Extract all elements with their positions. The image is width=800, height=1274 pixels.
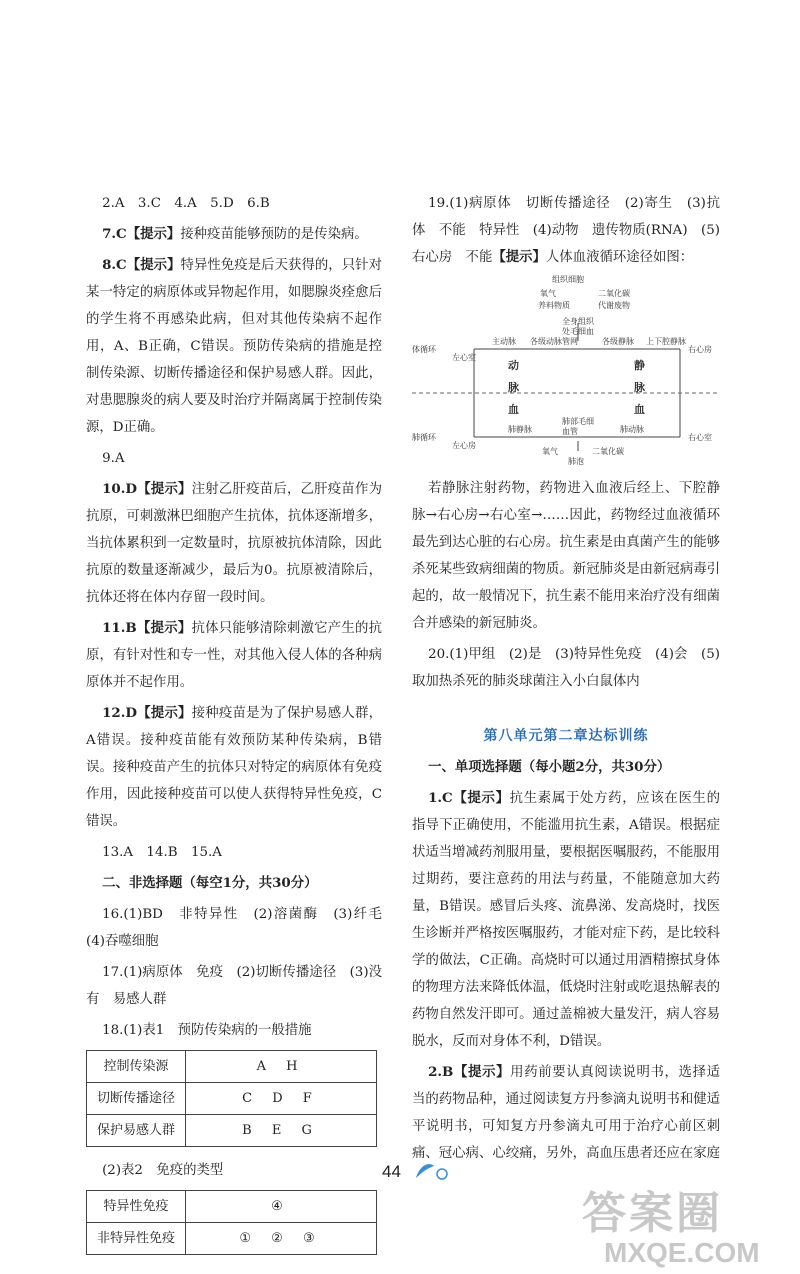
answer-number: 2.B <box>428 1064 454 1080</box>
answer-2 <box>412 1059 720 1167</box>
hint-label: 【提示】 <box>492 249 546 265</box>
diagram-label-systemic: 体循环 <box>412 345 436 354</box>
hint-label: 【提示】 <box>137 481 192 497</box>
answer-text: 19.(1)病原体 切断传播途径 (2)寄生 (3)抗体 不能 特异性 (4)动物 遗传物质(RNA) (5)右心房 不能 <box>412 196 720 265</box>
hint-label: 【提示】 <box>136 620 192 636</box>
diagram-label-nutrients: 养料物质 <box>538 301 570 310</box>
diagram-label-pulmonary-artery: 肺动脉 <box>620 425 644 434</box>
answer-text: 人体血液循环途径如图： <box>545 250 694 265</box>
blood-circulation-diagram <box>412 275 720 465</box>
section-title: 第八单元第二章达标训练 <box>483 728 649 744</box>
answer-text: 用药前要认真阅读说明书，选择适当的药物品种，通过阅读复方丹参滴丸说明书和健适平说明书，可知复方丹参滴丸可用于治疗心前区刺痛、冠心病、心绞痛，另外，高血压患者还应在家庭 <box>412 1065 721 1161</box>
section-subheading: 一、单项选择题（每小题2分，共30分） <box>428 759 671 775</box>
answer-text: 抗体只能够清除刺激它产生的抗原，有针对性和专一性，对其他入侵人体的各种病原体并不起作用。 <box>86 621 383 690</box>
diagram-label-arterial-blood-3: 血 <box>508 403 519 416</box>
answer-text: 注射乙肝疫苗后，乙肝疫苗作为抗原，可刺激淋巴细胞产生抗体，抗体逐渐增多，当抗体累积到一定数量时，抗原被抗体清除，因此抗原的数量逐渐减少，最后为0。抗原被清除后，抗体还将在体内存留一段时间。 <box>86 482 383 605</box>
diagram-label-co2-top: 二氧化碳 <box>598 289 630 298</box>
diagram-label-venous-blood-2: 脉 <box>634 381 645 394</box>
answer-16: 16.(1)BD 非特异性 (2)溶菌酶 (3)纤毛 (4)吞噬细胞 <box>86 907 396 949</box>
section-heading: 二、非选择题（每空1分，共30分） <box>102 875 318 891</box>
table-cell-label: 保护易感人群 <box>87 1115 186 1147</box>
answer-11 <box>86 615 382 696</box>
diagram-label-right-ventricle: 右心室 <box>688 433 712 442</box>
diagram-label-venous-blood-3: 血 <box>634 403 645 416</box>
watermark-url: MXQE.COM <box>604 1237 760 1268</box>
hint-label: 【提示】 <box>126 257 181 273</box>
answer-20: 20.(1)甲组 (2)是 (3)特异性免疫 (4)会 (5)取加热杀死的肺炎球菌注入小白鼠体内 <box>412 647 720 689</box>
answer-1 <box>412 785 720 1055</box>
table-prevention-measures <box>86 1050 377 1147</box>
diagram-label-venae-cavae: 上下腔静脉 <box>646 337 686 346</box>
diagram-label-pulmonary-vein: 肺静脉 <box>508 425 532 434</box>
hint-label: 【提示】 <box>126 226 181 242</box>
table-row <box>87 1115 377 1147</box>
table-cell-value: B E G <box>186 1115 377 1147</box>
diagram-label-pulmonary: 肺循环 <box>412 433 436 442</box>
diagram-label-waste: 代谢废物 <box>598 301 630 310</box>
diagram-label-right-atrium: 右心房 <box>688 345 712 354</box>
hint-label: 【提示】 <box>137 705 192 721</box>
answer-10 <box>86 476 382 611</box>
table-cell-value: ① ② ③ <box>186 1223 377 1255</box>
table-cell-label: 切断传播途径 <box>87 1083 186 1115</box>
table-cell-value: ④ <box>186 1191 377 1223</box>
diagram-label-oxygen-bottom: 氧气 <box>542 447 558 456</box>
table-cell-label: 非特异性免疫 <box>87 1223 186 1255</box>
answer-19-explanation: 若静脉注射药物，药物进入血液后经上、下腔静脉→右心房→右心室→……因此，药物经过血液循环最先到达心脏的右心房。抗生素是由真菌产生的能够杀死某些致病细菌的物质。新冠肺炎是由新冠病毒引起的，故一般情况下，抗生素不能用来治疗没有细菌合并感染的新冠肺炎。 <box>412 481 720 631</box>
diagram-label-arterial-blood-1: 动 <box>508 359 519 372</box>
right-column <box>412 190 720 1171</box>
answer-9: 9.A <box>102 451 125 466</box>
table-row <box>87 1083 377 1115</box>
table-cell-value: A H <box>186 1051 377 1083</box>
hint-label: 【提示】 <box>453 1064 511 1080</box>
answer-text: 接种疫苗能够预防的是传染病。 <box>180 227 368 242</box>
answer-2-6: 2.A 3.C 4.A 5.D 6.B <box>102 196 270 211</box>
table-immunity-types <box>86 1190 377 1255</box>
answer-17: 17.(1)病原体 免疫 (2)切断传播途径 (3)没有 易感人群 <box>86 965 382 1007</box>
answer-12 <box>86 700 382 835</box>
table-cell-label: 控制传染源 <box>87 1051 186 1083</box>
answer-number: 12.D <box>102 705 137 721</box>
answer-text: 抗生素属于处方药，应该在医生的指导下正确使用，不能滥用抗生素，A错误。根据症状适当增减药剂服用量，要根据医嘱服药，不能服用过期药，要注意药的用法与药量，不能随意加大药量，B错误。感冒后头疼、流鼻涕、发高烧时，找医生诊断并严格按医嘱服药，才能对症下药，是比较科学的做法，C正确。高烧时可以通过用酒精擦拭身体的物理方法来降低体温，低烧时注射或吃退热解表的药物自然发汗即可。通过盖棉被大量发汗，病人容易脱水，反而对身体不利，D错误。 <box>412 791 721 1049</box>
answer-13-15: 13.A 14.B 15.A <box>102 845 222 860</box>
leaf-logo-icon <box>412 1160 452 1182</box>
table-row <box>87 1191 377 1223</box>
diagram-label-arterial-blood-2: 脉 <box>508 381 519 394</box>
answer-number: 1.C <box>428 790 453 806</box>
hint-label: 【提示】 <box>452 790 510 806</box>
diagram-label-tissue-cells: 组织细胞 <box>552 275 584 284</box>
diagram-label-lung-capillaries: 肺部毛细血管 <box>562 417 594 436</box>
diagram-label-veins: 各级静脉 <box>602 337 634 346</box>
table-row <box>87 1223 377 1255</box>
table-cell-value: C D F <box>186 1083 377 1115</box>
watermark-logo-text: 答案圈 <box>582 1189 723 1238</box>
answer-number: 7.C <box>102 226 127 242</box>
answer-number: 10.D <box>102 481 137 497</box>
table-row <box>87 1051 377 1083</box>
answer-text: 特异性免疫是后天获得的，只针对某一特定的病原体或异物起作用，如腮腺炎痊愈后的学生将不再感染此病，但对其他传染病不起作用，A、B正确，C错误。预防传染病的措施是控制传染源、切断传播途径和保护易感人群。因此，对患腮腺炎的病人要及时治疗并隔离属于控制传染源，D正确。 <box>86 258 383 435</box>
diagram-label-body-capillaries: 全身组织处毛细血管网 <box>562 317 594 346</box>
answer-18-caption-2: (2)表2 免疫的类型 <box>102 1163 224 1178</box>
diagram-label-alveoli: 肺泡 <box>568 457 584 466</box>
diagram-label-left-ventricle: 左心室 <box>452 353 476 362</box>
answer-19 <box>412 190 720 271</box>
diagram-label-oxygen: 氧气 <box>540 289 556 298</box>
diagram-label-aorta: 主动脉 <box>492 337 516 346</box>
diagram-label-co2-bottom: 二氧化碳 <box>592 447 624 456</box>
table-cell-label: 特异性免疫 <box>87 1191 186 1223</box>
answer-18-caption-1: 18.(1)表1 预防传染病的一般措施 <box>102 1023 312 1038</box>
page-number: 44 <box>382 1162 401 1181</box>
answer-number: 11.B <box>102 620 137 636</box>
answer-number: 8.C <box>102 257 127 273</box>
diagram-label-left-atrium: 左心房 <box>452 441 476 450</box>
diagram-label-arteries: 各级动脉 <box>530 337 562 346</box>
watermark <box>582 1190 782 1268</box>
answer-text: 接种疫苗是为了保护易感人群，A错误。接种疫苗能有效预防某种传染病，B错误。接种疫苗产生的抗体只对特定的病原体有免疫作用，因此接种疫苗可以使人获得特异性免疫，C错误。 <box>86 706 383 829</box>
answer-8 <box>86 252 382 441</box>
answer-7 <box>86 221 382 248</box>
diagram-label-venous-blood-1: 静 <box>634 359 645 372</box>
